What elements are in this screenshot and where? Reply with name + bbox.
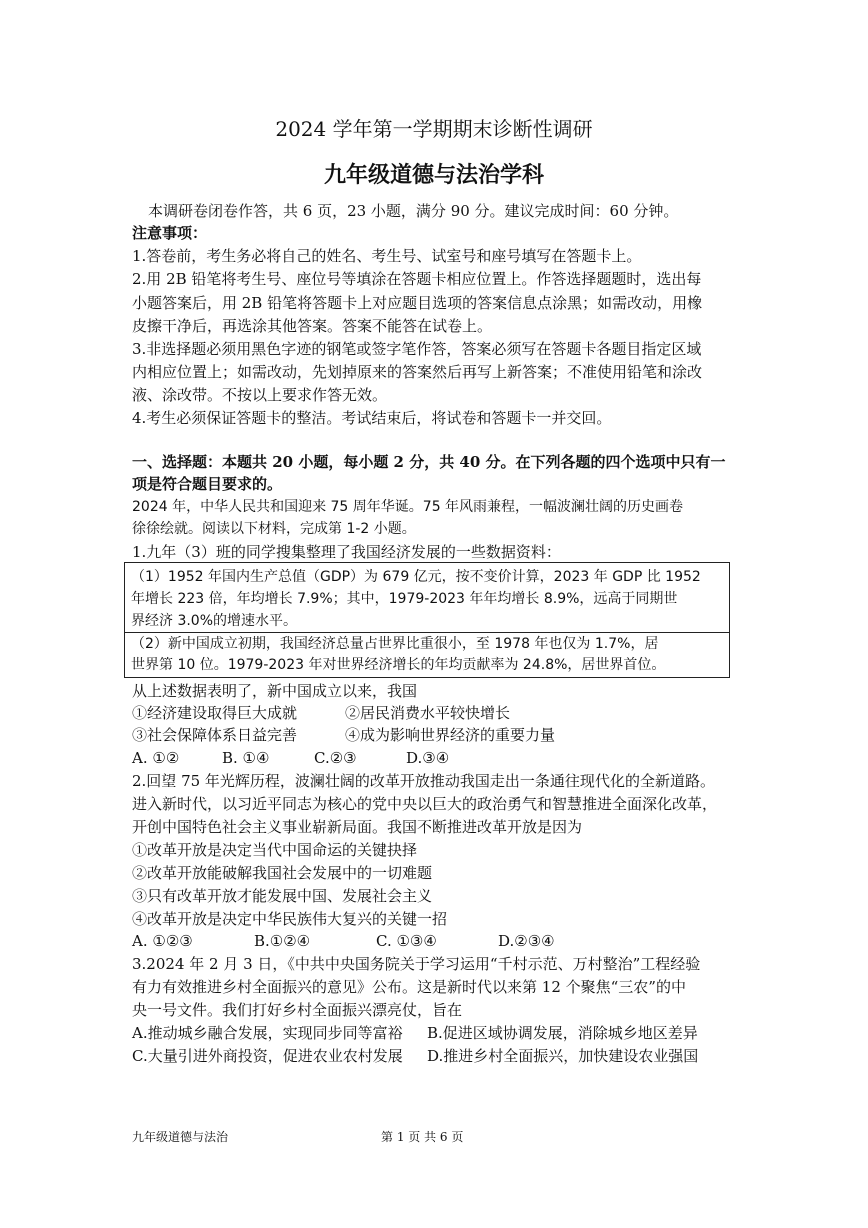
- question-3-stem: 有力有效推进乡村全面振兴的意见》公布。这是新时代以来第 12 个聚焦“三农”的中: [132, 978, 686, 996]
- notice-line: 4.考生必须保证答题卡的整洁。考试结束后，将试卷和答题卡一并交回。: [132, 409, 612, 427]
- question-2-stem: 开创中国特色社会主义事业崭新局面。我国不断推进改革开放是因为: [132, 818, 583, 836]
- section-heading: 一、选择题：本题共 20 小题，每小题 2 分，共 40 分。在下列各题的四个选项中只有一: [132, 453, 726, 471]
- notice-line: 1.答卷前，考生务必将自己的姓名、考生号、试室号和座号填写在答题卡上。: [132, 247, 642, 265]
- notice-line: 小题答案后，用 2B 铅笔将答题卡上对应题目选项的答案信息点涂黑；如需改动，用橡: [132, 294, 703, 312]
- statement: ③社会保障体系日益完善: [132, 726, 298, 744]
- subject-title: 九年级道德与法治学科: [323, 162, 544, 188]
- statement: ④成为影响世界经济的重要力量: [345, 726, 556, 744]
- statement: ①改革开放是决定当代中国命运的关键抉择: [132, 841, 418, 859]
- answer-option: A. ①②③: [132, 932, 193, 950]
- statement: ②改革开放能破解我国社会发展中的一切难题: [132, 864, 433, 882]
- material-intro: 2024 年，中华人民共和国迎来 75 周年华诞。75 年风雨兼程，一幅波澜壮阔的历史画卷: [132, 499, 684, 515]
- answer-option: B.促进区域协调发展，消除城乡地区差异: [427, 1024, 698, 1042]
- notice-heading: 注意事项：: [132, 224, 208, 242]
- notice-line: 液、涂改带。不按以上要求作答无效。: [132, 386, 388, 404]
- answer-option: D.③④: [406, 749, 450, 767]
- notice-line: 皮擦干净后，再选涂其他答案。答案不能答在试卷上。: [132, 317, 493, 335]
- material-row: （1）1952 年国内生产总值（GDP）为 679 亿元，按不变价计算，2023 年 GDP 比 1952: [131, 569, 701, 585]
- question-2-stem: 2.回望 75 年光辉历程，波澜壮阔的改革开放推动我国走出一条通往现代化的全新道路。: [132, 772, 715, 790]
- material-row: （2）新中国成立初期，我国经济总量占世界比重很小，至 1978 年也仅为 1.7%，居: [131, 636, 659, 652]
- material-row: 界经济 3.0%的增速水平。: [131, 613, 298, 629]
- exam-intro: 本调研卷闭卷作答，共 6 页，23 小题，满分 90 分。建议完成时间：60 分钟。: [148, 202, 679, 220]
- section-heading: 项是符合题目要求的。: [132, 475, 283, 493]
- material-intro: 徐徐绘就。阅读以下材料，完成第 1-2 小题。: [132, 521, 416, 537]
- answer-option: D.②③④: [498, 932, 555, 950]
- footer-subject: 九年级道德与法治: [132, 1130, 229, 1144]
- answer-option: B.①②④: [254, 932, 311, 950]
- answer-option: C.大量引进外商投资，促进农业农村发展: [132, 1047, 403, 1065]
- answer-option: A. ①②: [132, 749, 180, 767]
- answer-option: C.②③: [314, 749, 357, 767]
- statement: ④改革开放是决定中华民族伟大复兴的关键一招: [132, 910, 448, 928]
- page-number: 第 1 页 共 6 页: [381, 1130, 464, 1144]
- question-3-stem: 央一号文件。我们打好乡村全面振兴漂亮仗，旨在: [132, 1001, 463, 1019]
- statement: ③只有改革开放才能发展中国、发展社会主义: [132, 887, 433, 905]
- answer-option: B. ①④: [222, 749, 270, 767]
- answer-option: A.推动城乡融合发展，实现同步同等富裕: [132, 1024, 403, 1042]
- notice-line: 内相应位置上；如需改动，先划掉原来的答案然后再写上新答案；不准使用铅笔和涂改: [132, 363, 703, 381]
- material-row: 年增长 223 倍，年均增长 7.9%；其中，1979-2023 年年均增长 8.9%，远高于同期世: [131, 591, 678, 607]
- notice-line: 2.用 2B 铅笔将考生号、座位号等填涂在答题卡相应位置上。作答选择题题时，选出每: [132, 270, 702, 288]
- statement: ①经济建设取得巨大成就: [132, 704, 298, 722]
- question-1-prompt: 从上述数据表明了，新中国成立以来，我国: [132, 682, 418, 700]
- answer-option: C. ①③④: [376, 932, 437, 950]
- answer-option: D.推进乡村全面振兴，加快建设农业强国: [427, 1047, 699, 1065]
- question-2-stem: 进入新时代，以习近平同志为核心的党中央以巨大的政治勇气和智慧推进全面深化改革，: [132, 795, 718, 813]
- material-row: 世界第 10 位。1979-2023 年对世界经济增长的年均贡献率为 24.8%，居世界首位。: [131, 657, 666, 673]
- data-material-box: [124, 562, 730, 678]
- notice-line: 3.非选择题必须用黑色字迹的钢笔或签字笔作答，答案必须写在答题卡各题目指定区域: [132, 340, 702, 358]
- statement: ②居民消费水平较快增长: [345, 704, 511, 722]
- question-3-stem: 3.2024 年 2 月 3 日，《中共中央国务院关于学习运用“千村示范、万村整治”工程经验: [132, 955, 701, 973]
- exam-title: 2024 学年第一学期期末诊断性调研: [275, 117, 593, 141]
- question-1-stem: 1.九年（3）班的同学搜集整理了我国经济发展的一些数据资料：: [132, 543, 561, 561]
